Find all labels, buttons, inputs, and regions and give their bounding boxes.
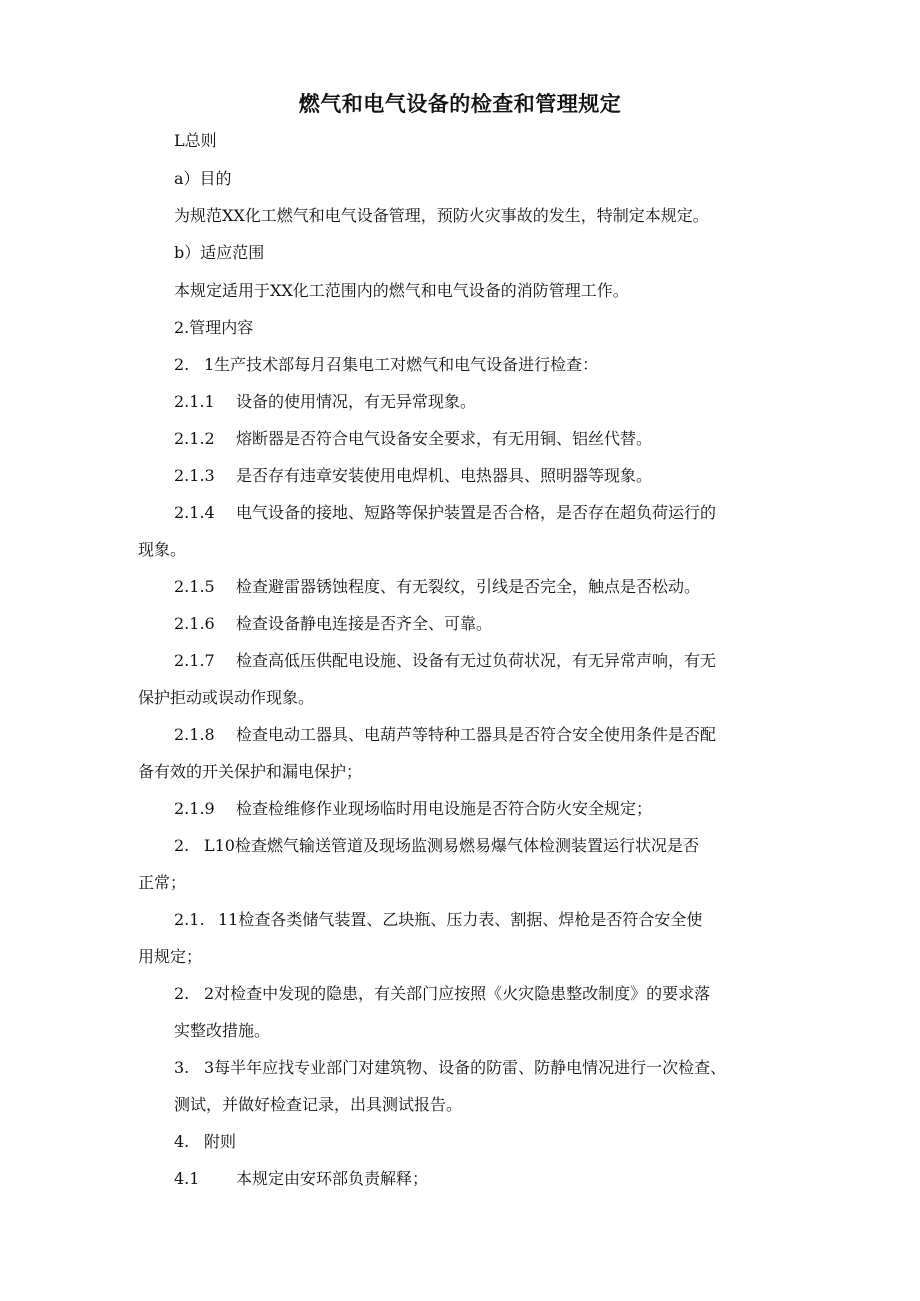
clause-number: 2. bbox=[174, 836, 190, 855]
clause-number: 2.1.5 bbox=[174, 577, 215, 596]
clause-2-1-4-continued bbox=[138, 540, 186, 560]
clause-3-continued bbox=[174, 1095, 462, 1115]
line-text: 检查电动工器具、电葫芦等特种工器具是否符合安全使用条件是否配 bbox=[236, 725, 717, 744]
clause-2-1-1 bbox=[174, 392, 476, 412]
clause-2-1-10-continued bbox=[138, 873, 186, 893]
clause-2-2 bbox=[174, 984, 710, 1004]
line-text: 检查检维修作业现场临时用电设施是否符合防火安全规定； bbox=[236, 799, 653, 818]
line-text: 本规定适用于XX化工范围内的燃气和电气设备的消防管理工作。 bbox=[174, 281, 629, 300]
clause-2-1-9 bbox=[174, 799, 652, 819]
clause-2-1-11 bbox=[174, 910, 702, 930]
line-text: 现象。 bbox=[138, 540, 187, 559]
line-text: 附则 bbox=[204, 1132, 237, 1151]
clause-2-1-4 bbox=[174, 503, 716, 523]
line-text: 2对检查中发现的隐患，有关部门应按照《火灾隐患整改制度》的要求落 bbox=[204, 984, 711, 1003]
clause-number: 2.1.1 bbox=[174, 392, 215, 411]
line-text: b）适应范围 bbox=[174, 243, 265, 262]
line-text: 1生产技术部每月召集电工对燃气和电气设备进行检查： bbox=[204, 355, 599, 374]
clause-number: 2.1.9 bbox=[174, 799, 215, 818]
clause-number: 2.1.6 bbox=[174, 614, 215, 633]
clause-2-1-7-continued bbox=[138, 688, 314, 708]
line-text: 设备的使用情况，有无异常现象。 bbox=[236, 392, 477, 411]
line-text: 为规范XX化工燃气和电气设备管理，预防火灾事故的发生，特制定本规定。 bbox=[174, 206, 709, 225]
line-text: 用规定； bbox=[138, 947, 203, 966]
clause-2-1-5 bbox=[174, 577, 700, 597]
clause-2-1 bbox=[174, 355, 598, 375]
line-text: 本规定由安环部负责解释； bbox=[236, 1169, 429, 1188]
clause-number: 4.1 bbox=[174, 1169, 200, 1188]
clause-2-2-continued bbox=[174, 1021, 270, 1041]
clause-2-1-2 bbox=[174, 429, 652, 449]
clause-2-1-7 bbox=[174, 651, 716, 671]
purpose-paragraph bbox=[174, 206, 709, 226]
line-text: 测试，并做好检查记录，出具测试报告。 bbox=[174, 1095, 463, 1114]
clause-3 bbox=[174, 1058, 726, 1078]
clause-2-1-6 bbox=[174, 614, 492, 634]
section-appendix bbox=[174, 1132, 236, 1152]
line-text: 2.管理内容 bbox=[174, 318, 254, 337]
clause-number: 2.1.8 bbox=[174, 725, 215, 744]
clause-4-1 bbox=[174, 1169, 428, 1189]
section-general bbox=[174, 131, 217, 151]
scope-paragraph bbox=[174, 281, 629, 301]
line-text: L10检查燃气输送管道及现场监测易燃易爆气体检测装置运行状况是否 bbox=[204, 836, 699, 855]
clause-number: 4. bbox=[174, 1132, 190, 1151]
clause-number: 2. bbox=[174, 355, 190, 374]
line-text: 实整改措施。 bbox=[174, 1021, 271, 1040]
line-text: 检查避雷器锈蚀程度、有无裂纹，引线是否完全，触点是否松动。 bbox=[236, 577, 701, 596]
clause-number: 2. bbox=[174, 984, 190, 1003]
subsection-purpose bbox=[174, 169, 232, 189]
clause-number: 2.1.7 bbox=[174, 651, 215, 670]
clause-2-1-8-continued bbox=[138, 762, 362, 782]
clause-number: 2.1. bbox=[174, 910, 205, 929]
line-text: 保护拒动或误动作现象。 bbox=[138, 688, 315, 707]
line-text: 电气设备的接地、短路等保护装置是否合格，是否存在超负荷运行的 bbox=[236, 503, 717, 522]
clause-number: 2.1.3 bbox=[174, 466, 215, 485]
clause-number: 2.1.4 bbox=[174, 503, 215, 522]
line-text: a）目的 bbox=[174, 169, 232, 188]
clause-2-1-10 bbox=[174, 836, 699, 856]
clause-2-1-11-continued bbox=[138, 947, 202, 967]
subsection-scope bbox=[174, 243, 264, 263]
line-text: 正常； bbox=[138, 873, 187, 892]
line-text: 11检查各类储气装置、乙块瓶、压力表、割据、焊枪是否符合安全使 bbox=[218, 910, 703, 929]
section-management bbox=[174, 318, 253, 338]
line-text: L总则 bbox=[174, 131, 217, 150]
document-title: 燃气和电气设备的检查和管理规定 bbox=[298, 92, 622, 116]
line-text: 备有效的开关保护和漏电保护； bbox=[138, 762, 363, 781]
clause-number: 2.1.2 bbox=[174, 429, 215, 448]
line-text: 是否存有违章安装使用电焊机、电热器具、照明器等现象。 bbox=[236, 466, 653, 485]
clause-number: 3. bbox=[174, 1058, 190, 1077]
line-text: 3每半年应找专业部门对建筑物、设备的防雷、防静电情况进行一次检查、 bbox=[204, 1058, 727, 1077]
line-text: 熔断器是否符合电气设备安全要求，有无用铜、铝丝代替。 bbox=[236, 429, 653, 448]
clause-2-1-3 bbox=[174, 466, 652, 486]
line-text: 检查设备静电连接是否齐全、可靠。 bbox=[236, 614, 493, 633]
line-text: 检查高低压供配电设施、设备有无过负荷状况，有无异常声响，有无 bbox=[236, 651, 717, 670]
clause-2-1-8 bbox=[174, 725, 716, 745]
